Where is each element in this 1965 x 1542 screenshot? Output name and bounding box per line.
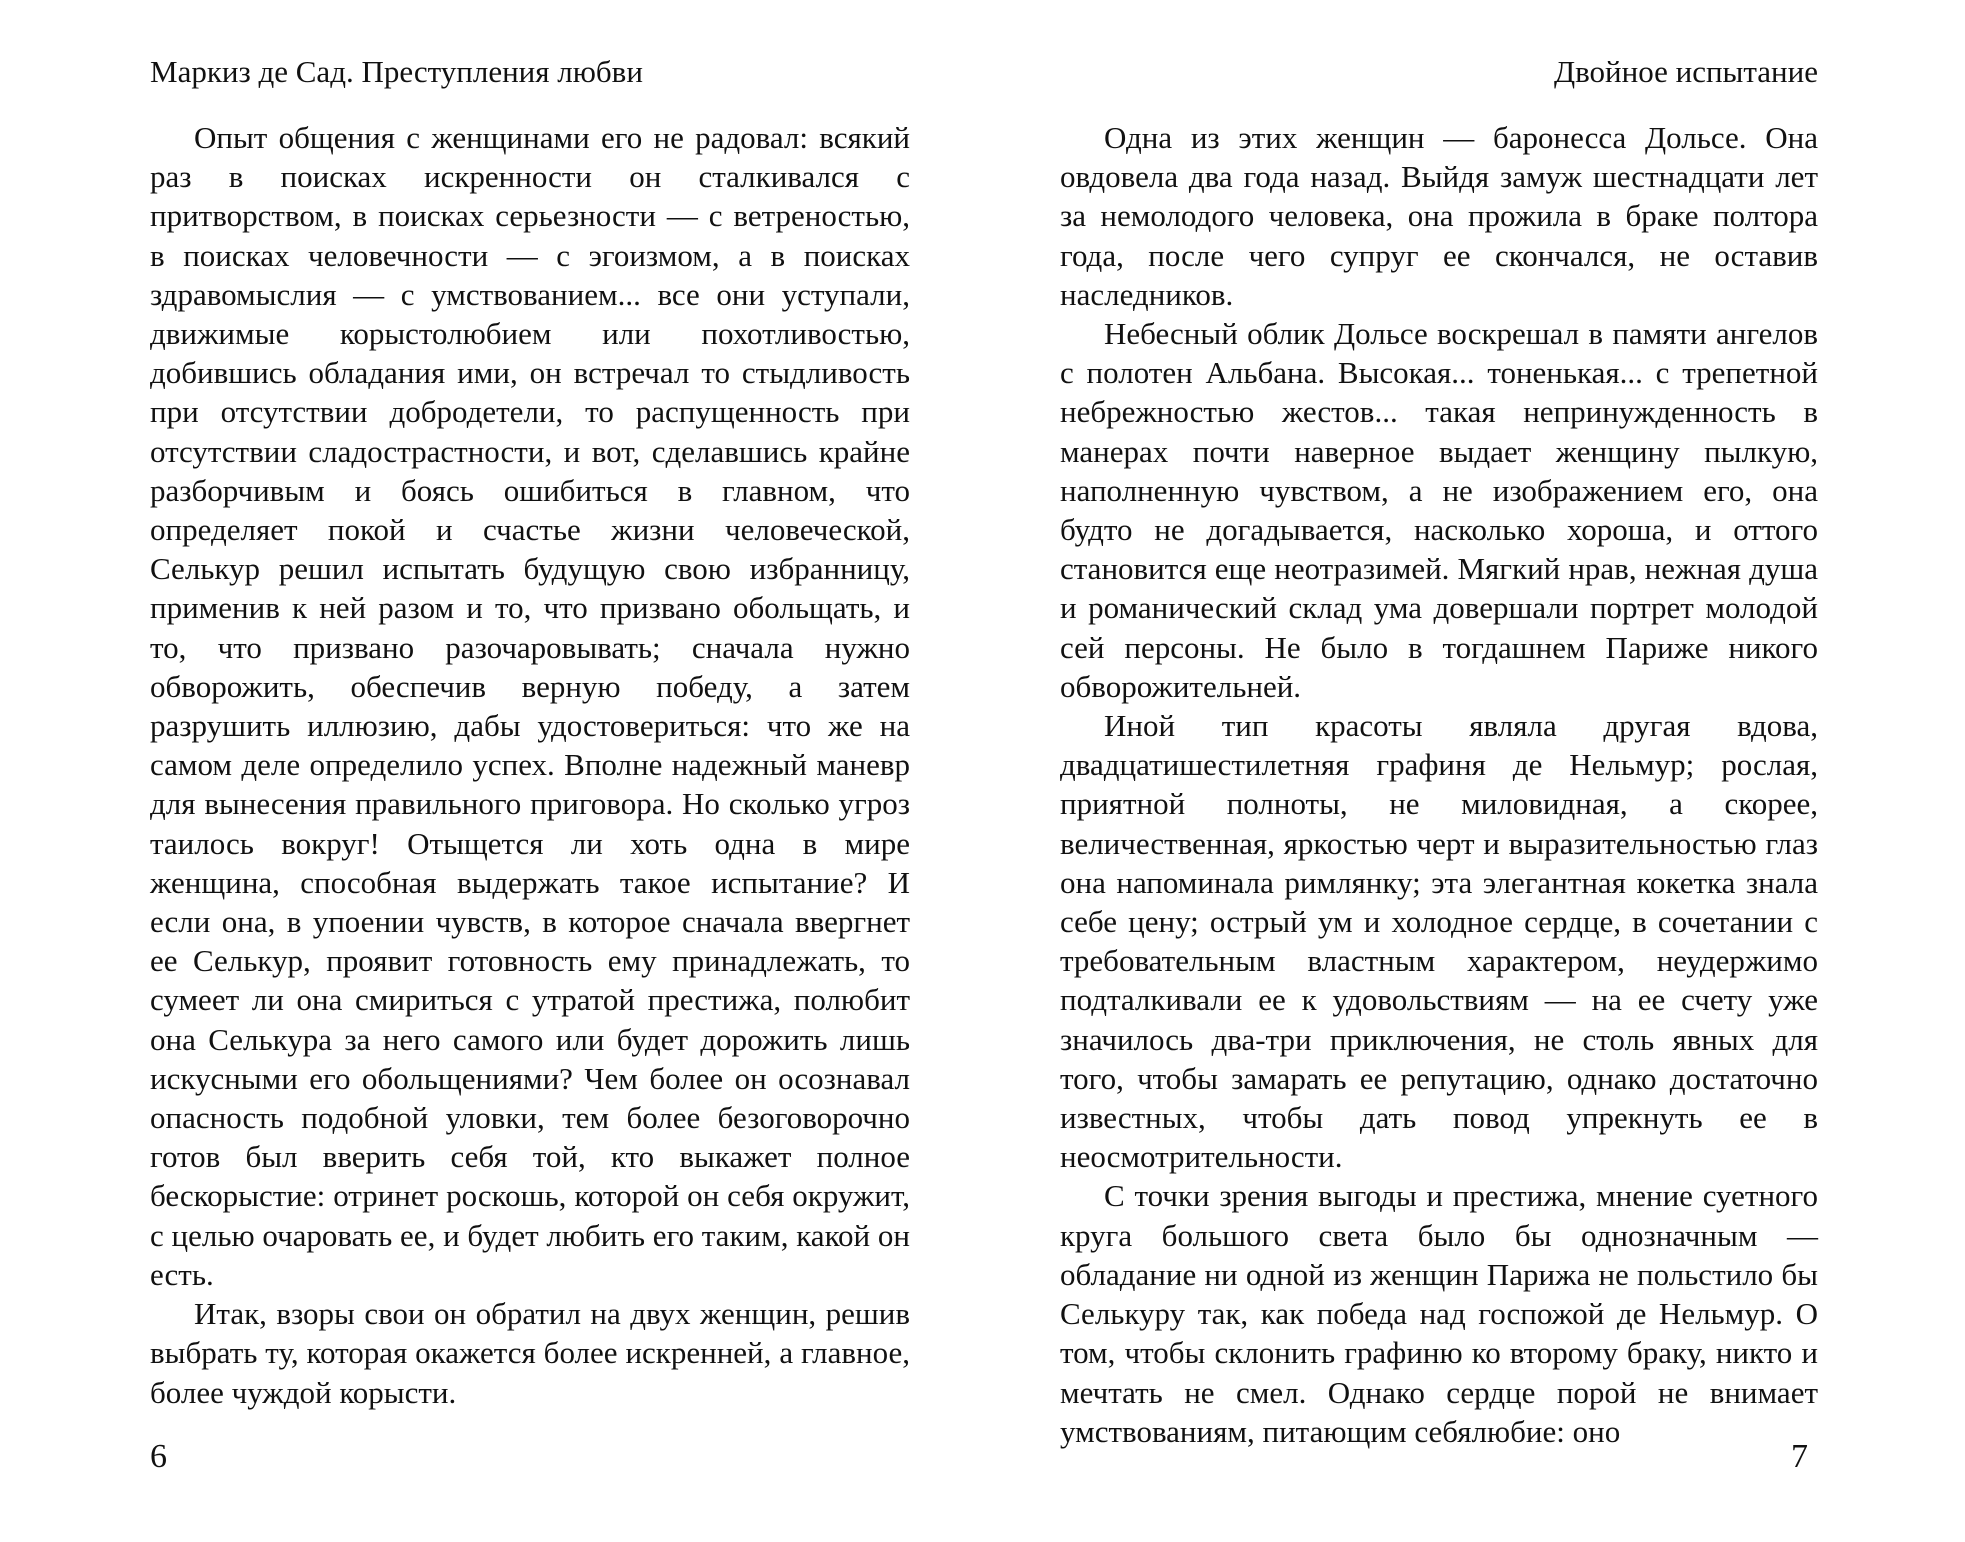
right-page-number: 7 [1791,1438,1808,1475]
left-page [150,0,910,1542]
paragraph: Одна из этих женщин — баронесса Дольсе. Она овдовела два года назад. Выйдя замуж шестнадцати лет за немолодого человека, она прожила в браке полтора года, после чего супруг ее скончался, не оставив наследников. [1060,120,1818,312]
paragraph: Небесный облик Дольсе воскрешал в памяти ангелов с полотен Альбана. Высокая... тоненькая... с трепетной небрежностью жестов... такая непринужденность в манерах почти наверное выдает женщину пылкую, наполненную чувством, а не изображением его, она будто не догадывается, насколько хороша, и оттого становится еще неотразимей. Мягкий нрав, нежная душа и романический склад ума довершали портрет молодой сей персоны. Не было в тогдашнем Париже никого обворожительней. [1060,316,1818,704]
right-page-body [1060,118,1818,1451]
right-page [1060,0,1818,1542]
paragraph: Опыт общения с женщинами его не радовал: всякий раз в поисках искренности он сталкивался с притворством, в поисках серьезности — с ветреностью, в поисках человечности — с эгоизмом, а в поисках здравомыслия — с умствованием... все они уступали, движимые корыстолюбием или похотливостью, добившись обладания ими, он встречал то стыдливость при отсутствии добродетели, то распущенность при отсутствии сладострастности, и вот, сделавшись крайне разборчивым и боясь ошибиться в главном, что определяет покой и счастье жизни человеческой, Селькур решил испытать будущую свою избранницу, применив к ней разом и то, что призвано обольщать, и то, что призвано разочаровывать; сначала нужно обворожить, обеспечив верную победу, а затем разрушить иллюзию, дабы удостовериться: что же на самом деле определило успех. Вполне надежный маневр для вынесения правильного приговора. Но сколько угроз таилось вокруг! Отыщется ли хоть одна в мире женщина, способная выдержать такое испытание? И если она, в упоении чувств, в которое сначала ввергнет ее Селькур, проявит готовность ему принадлежать, то сумеет ли она смириться с утратой престижа, полюбит она Селькура за него самого или будет дорожить лишь искусными его обольщениями? Чем более он осознавал опасность подобной уловки, тем более безоговорочно готов был вверить себя той, кто выкажет полное бескорыстие: отринет роскошь, которой он себя окружит, с целью очаровать ее, и будет любить его таким, какой он есть. [150,120,910,1292]
left-running-head: Маркиз де Сад. Преступления любви [150,54,643,89]
right-running-head: Двойное испытание [1553,54,1818,89]
paragraph: Иной тип красоты являла другая вдова, двадцатишестилетняя графиня де Нельмур; рослая, приятной полноты, не миловидная, а скорее, величественная, яркостью черт и выразительностью глаз она напоминала римлянку; эта элегантная кокетка знала себе цену; острый ум и холодное сердце, в сочетании с требовательным властным характером, неудержимо подталкивали ее к удовольствиям — на ее счету уже значилось два-три приключения, не столь явных для того, чтобы замарать ее репутацию, однако достаточно известных, чтобы дать повод упрекнуть ее в неосмотрительности. [1060,708,1818,1175]
paragraph: Итак, взоры свои он обратил на двух женщин, решив выбрать ту, которая окажется более искренней, а главное, более чуждой корысти. [150,1296,910,1410]
left-page-number: 6 [150,1438,167,1475]
left-page-body [150,118,910,1412]
paragraph: С точки зрения выгоды и престижа, мнение суетного круга большого света было бы однозначным — обладание ни одной из женщин Парижа не польстило бы Селькуру так, как победа над госпожой де Нельмур. О том, чтобы склонить графиню ко второму браку, никто и мечтать не смел. Однако сердце порой не внимает умствованиям, питающим себялюбие: оно [1060,1178,1818,1449]
